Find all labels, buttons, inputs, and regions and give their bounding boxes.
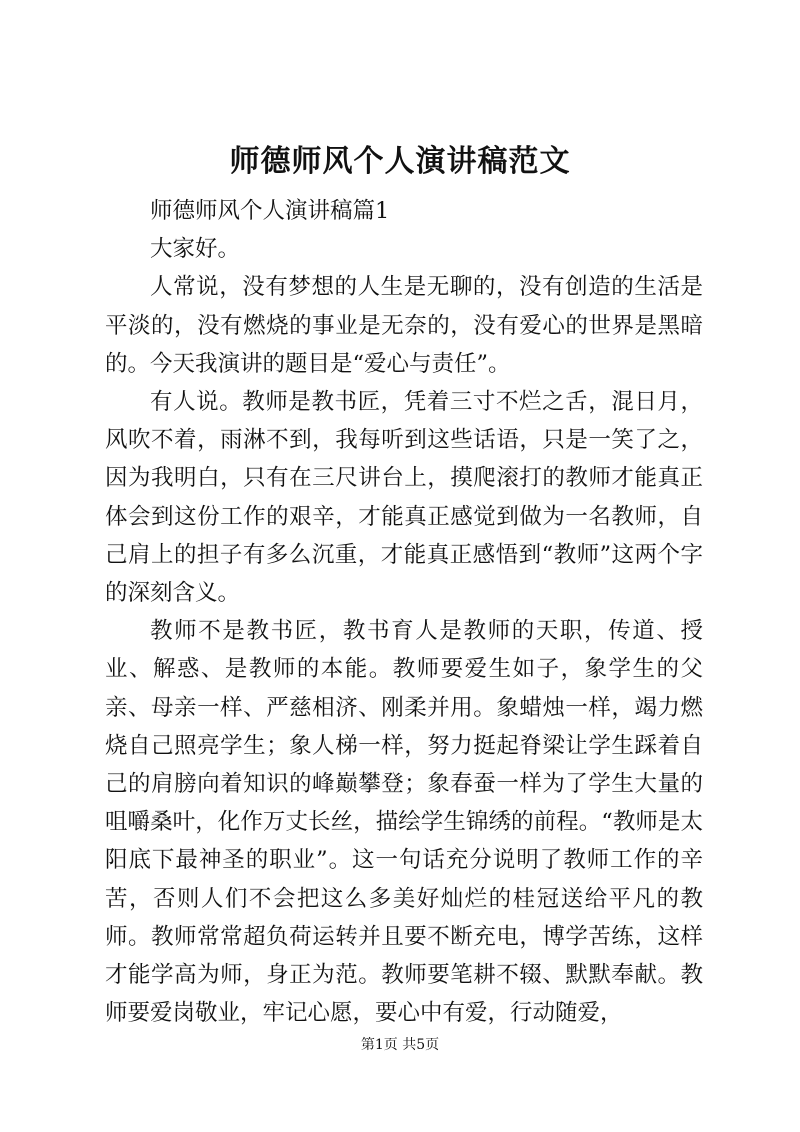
body-paragraph: 有人说。教师是教书匠，凭着三寸不烂之舌，混日月，风吹不着，雨淋不到，我每听到这些话语，只是一笑了之，因为我明白，只有在三尺讲台上，摸爬滚打的教师才能真正体会到这份工作的艰辛，才能真正感觉到做为一名教师，自己肩上的担子有多么沉重，才能真正感悟到“教师”这两个字的深刻含义。 <box>105 389 703 607</box>
body-paragraph: 人常说，没有梦想的人生是无聊的，没有创造的生活是平淡的，没有燃烧的事业是无奈的，没有爱心的世界是黑暗的。今天我演讲的题目是“爱心与责任”。 <box>105 274 703 377</box>
body-paragraph: 教师不是教书匠，教书育人是教师的天职，传道、授业、解惑、是教师的本能。教师要爱生如子，象学生的父亲、母亲一样、严慈相济、刚柔并用。象蜡烛一样，竭力燃烧自己照亮学生；象人梯一样，努力挺起脊梁让学生踩着自己的肩膀向着知识的峰巅攀登；象春蚕一样为了学生大量的咀嚼桑叶，化作万丈长丝，描绘学生锦绣的前程。“教师是太阳底下最神圣的职业”。这一句话充分说明了教师工作的辛苦，否则人们不会把这么多美好灿烂的桂冠送给平凡的教师。教师常常超负荷运转并且要不断充电，博学苦练，这样才能学高为师，身正为范。教师要笔耕不辍、默默奉献。教师要爱岗敬业，牢记心愿，要心中有爱，行动随爱， <box>105 618 703 1027</box>
document-title: 师德师风个人演讲稿范文 <box>229 144 571 179</box>
document-body <box>105 192 703 1032</box>
section-heading: 师德师风个人演讲稿篇1 <box>150 198 390 224</box>
greeting-paragraph: 大家好。 <box>150 236 241 263</box>
page-number-footer: 第1页 共5页 <box>360 1037 440 1053</box>
